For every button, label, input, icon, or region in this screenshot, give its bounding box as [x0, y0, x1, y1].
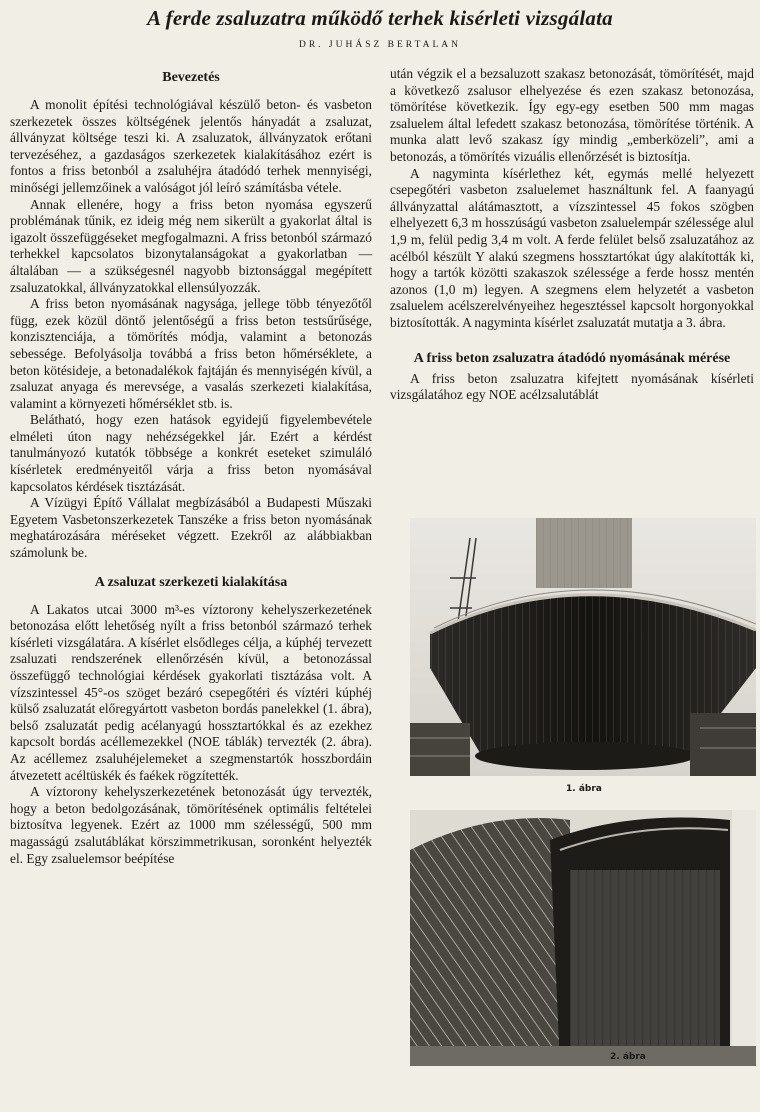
section-heading-introduction: Bevezetés — [162, 70, 220, 85]
section-heading-measurement: A friss beton zsaluzatra átadódó nyomásának mérése — [413, 350, 731, 366]
paragraph: Annak ellenére, hogy a friss beton nyomása egyszerű problémának tűnik, ez ideig még nem sikerült a gyakorlat által is igazolt összefüggéseket megfogalmazni. A friss betonból származó terhekkel kapcsolatos bizonytalanságokat a gyakorlatban — általában — a szükségesnél nagyobb biztonsággal megépített zsaluzatokkal, állványzatokkal ellensúlyozzák. — [10, 196, 372, 295]
paragraph: A Vízügyi Építő Vállalat megbízásából a Budapesti Műszaki Egyetem Vasbetonszerkezetek Tanszéke a friss beton nyomásának meghatározására méréseket végzett. Ezekről az alábbiakban számolunk be. — [10, 495, 372, 561]
paragraph: A monolit építési technológiával készülő beton- és vasbeton szerkezetek összes költségének jelentős hányadát a zsaluzat, állványzat költsége teszi ki. A zsaluzatok, állványzatok erőtani tervezéséhez, a gazdaságos szerkezetek kialakításához ezért is fontos a friss betonból a zsaluhéjra átadódó terhek mennyiségi, minőségi jellemzőinek a valóságot jól leíró számításba vétele. — [10, 97, 372, 195]
figure-1-photo — [410, 518, 756, 776]
section-heading-formwork: A zsaluzat szerkezeti kialakítása — [94, 574, 288, 590]
figure-2-caption: 2. ábra — [610, 1052, 646, 1062]
left-column — [10, 66, 372, 867]
paragraph: A Lakatos utcai 3000 m³-es víztorony kehelyszerkezetének betonozása előtt lehetőség nyílt a friss betonból származó terhek kísérleti vizsgálatára. A kísérlet elsődleges célja, a kúphéj tervezett zsaluzati rendszerének ellenőrzésén kívül, a betonozással összefüggő technológiai kérdések gyakorlati tisztázása volt. A vízszintessel 45°-os szöget bezáró csepegőtéri és víztéri kúphéj külső zsaluzatát előregyártott vasbeton bordás panelekkel (1. ábra), belső zsaluzatát pedig acélanyagú hossztartókkal és az ezekhez kapcsolt bordás acéllemezekkel (NOE táblák) tervezték (2. ábra). Az acéllemez zsaluhéjelemeket a szegmenstartók hosszbordáin átvezetett acéltüskék és faékek rögzítették. — [10, 601, 372, 783]
figure-2-photo — [410, 810, 756, 1066]
paragraph: A friss beton nyomásának nagysága, jellege több tényezőtől függ, ezek közül döntő jelentőségű a friss beton testsűrűsége, konzisztenciája, a tömörítés módja, valamint a betonozás sebessége. Befolyásolja továbbá a friss beton hőmérséklete, a beton kötésideje, a betonadalékok fajtáján és mennyiségén kívül, a zsaluzat anyaga és merevsége, a vasalás szerkezeti kialakítása, valamint a környezeti hőmérséklet stb. is. — [10, 296, 372, 411]
author-name: DR. JUHÁSZ BERTALAN — [298, 40, 462, 50]
paragraph: A víztorony kehelyszerkezetének betonozását úgy tervezték, hogy a beton bedolgozásának, tömörítésének optimális feltételei biztosítva legyenek. Ezért az 1000 mm szélességű, 500 mm magasságú zsalutáblákat körszimmetrikusan, soronként helyezték el. Egy zsaluelemsor beépítése — [10, 784, 372, 866]
figure-1-caption: 1. ábra — [566, 784, 602, 794]
paragraph: A friss beton zsaluzatra kifejtett nyomásának kísérleti vizsgálatához egy NOE acélzsalutáblát — [390, 370, 754, 403]
paragraph: Belátható, hogy ezen hatások egyidejű figyelembevétele elméleti úton nagy nehézségekkel jár. Ezért a kérdést tanulmányozó kutatók többsége a konkrét eseteket szimuláló kísérletek eredményeitől várja a friss beton nyomásával kapcsolatos kérdések tisztázását. — [10, 412, 372, 494]
article-title: A ferde zsaluzatra működő terhek kisérleti vizsgálata — [147, 6, 613, 30]
right-column — [390, 66, 754, 404]
paragraph: után végzik el a bezsaluzott szakasz betonozását, tömörítését, majd a következő zsalusor elhelyezése és ezen szakasz betonozása, tömörítése következik. Így egy-egy esetben 500 mm magas zsaluelem által lefedett szakasz betonozása, tömörítése történik. A munka alatt levő szakasz így mindig „emberközeli”, ami a betonozás, a tömörítés vizuális ellenőrzését is biztosítja. — [390, 66, 754, 164]
paragraph: A nagyminta kísérlethez két, egymás mellé helyezett csepegőtéri vasbeton zsaluelemet használtunk fel. A faanyagú állványzattal alátámasztott, a vízszintessel 45 fokos szögben elhelyezett 6,3 m hosszúságú vasbeton zsaluelempár szélessége alul 1,9 m, felül pedig 3,4 m volt. A ferde felület belső zsaluzatához az acélból készült Y alakú szegmens hossztartókat úgy alakították ki, hogy a tartók közötti szakaszok szélessége a ferde hossz mentén azonos (1,0 m) legyen. A szegmens elem helyzetét a vasbeton zsaluelem acélszerelvényeihez hegesztéssel kapcsolt horgonyokkal biztosították. A nagyminta kísérlet zsaluzatát mutatja a 3. ábra. — [390, 165, 754, 330]
